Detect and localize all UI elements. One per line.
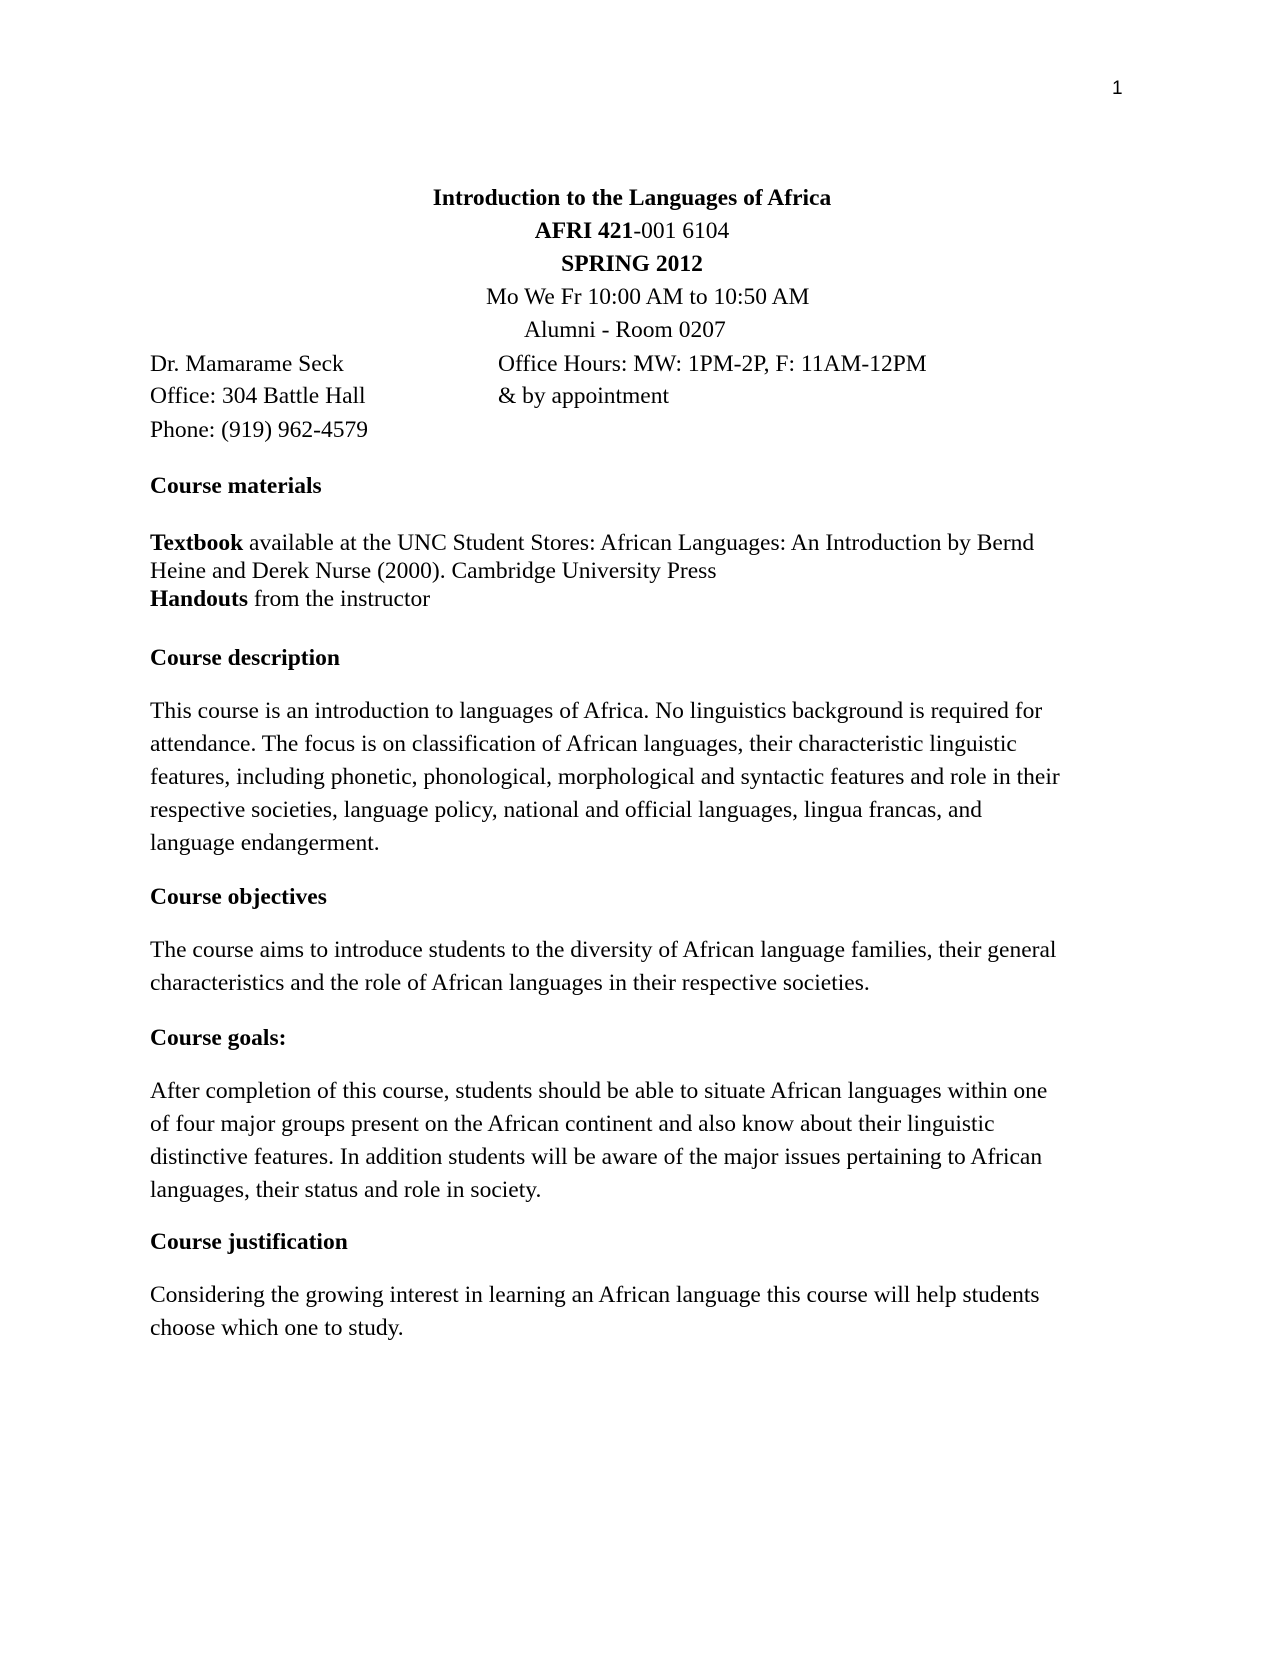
page-number: 1 xyxy=(1112,78,1123,99)
objectives-paragraph xyxy=(150,934,1130,1000)
goals-heading: Course goals: xyxy=(150,1025,287,1051)
appointment-note: & by appointment xyxy=(498,383,670,409)
handouts-text: from the instructor xyxy=(247,586,431,612)
description-heading: Course description xyxy=(150,645,340,671)
description-line: respective societies, language policy, national and official languages, lingua francas, and xyxy=(150,797,982,823)
description-line: This course is an introduction to languages of Africa. No linguistics background is required for xyxy=(150,698,1043,724)
course-code-section: -001 6104 xyxy=(633,218,730,244)
goals-line: of four major groups present on the African continent and also know about their linguistic xyxy=(150,1111,995,1137)
office-hours: Office Hours: MW: 1PM-2P, F: 11AM-12PM xyxy=(498,351,927,377)
textbook-label: Textbook xyxy=(150,530,244,556)
textbook-line-2: Heine and Derek Nurse (2000). Cambridge University Press xyxy=(150,558,717,584)
handouts-label: Handouts xyxy=(150,586,248,612)
goals-line: languages, their status and role in society. xyxy=(150,1177,542,1203)
justification-line: Considering the growing interest in learning an African language this course will help students xyxy=(150,1282,1040,1308)
instructor-office: Office: 304 Battle Hall xyxy=(150,383,366,409)
objectives-line: characteristics and the role of African languages in their respective societies. xyxy=(150,970,870,996)
justification-heading: Course justification xyxy=(150,1229,348,1255)
handouts-line xyxy=(150,585,1140,613)
textbook-line-1 xyxy=(150,529,1140,557)
course-code-bold: AFRI 421 xyxy=(534,218,634,244)
course-code xyxy=(0,218,1264,245)
goals-line: distinctive features. In addition students will be aware of the major issues pertaining to African xyxy=(150,1144,1043,1170)
description-line: language endangerment. xyxy=(150,830,380,856)
goals-paragraph xyxy=(150,1075,1130,1207)
instructor-name: Dr. Mamarame Seck xyxy=(150,351,344,377)
goals-line: After completion of this course, students should be able to situate African languages within one xyxy=(150,1078,1048,1104)
objectives-heading: Course objectives xyxy=(150,884,327,910)
description-line: features, including phonetic, phonological, morphological and syntactic features and role in their xyxy=(150,764,1060,790)
justification-line: choose which one to study. xyxy=(150,1315,404,1341)
course-location: Alumni - Room 0207 xyxy=(524,317,726,343)
objectives-line: The course aims to introduce students to the diversity of African language families, their general xyxy=(150,937,1057,963)
description-paragraph xyxy=(150,695,1130,860)
materials-heading: Course materials xyxy=(150,473,322,499)
course-title: Introduction to the Languages of Africa xyxy=(432,185,832,211)
description-line: attendance. The focus is on classification of African languages, their characteristic linguistic xyxy=(150,731,1017,757)
course-schedule: Mo We Fr 10:00 AM to 10:50 AM xyxy=(486,284,810,310)
instructor-phone: Phone: (919) 962-4579 xyxy=(150,417,369,443)
justification-paragraph xyxy=(150,1279,1130,1345)
materials-paragraph xyxy=(150,529,1140,613)
textbook-text: available at the UNC Student Stores: African Languages: An Introduction by Bernd xyxy=(243,530,1035,556)
course-term: SPRING 2012 xyxy=(561,251,703,277)
